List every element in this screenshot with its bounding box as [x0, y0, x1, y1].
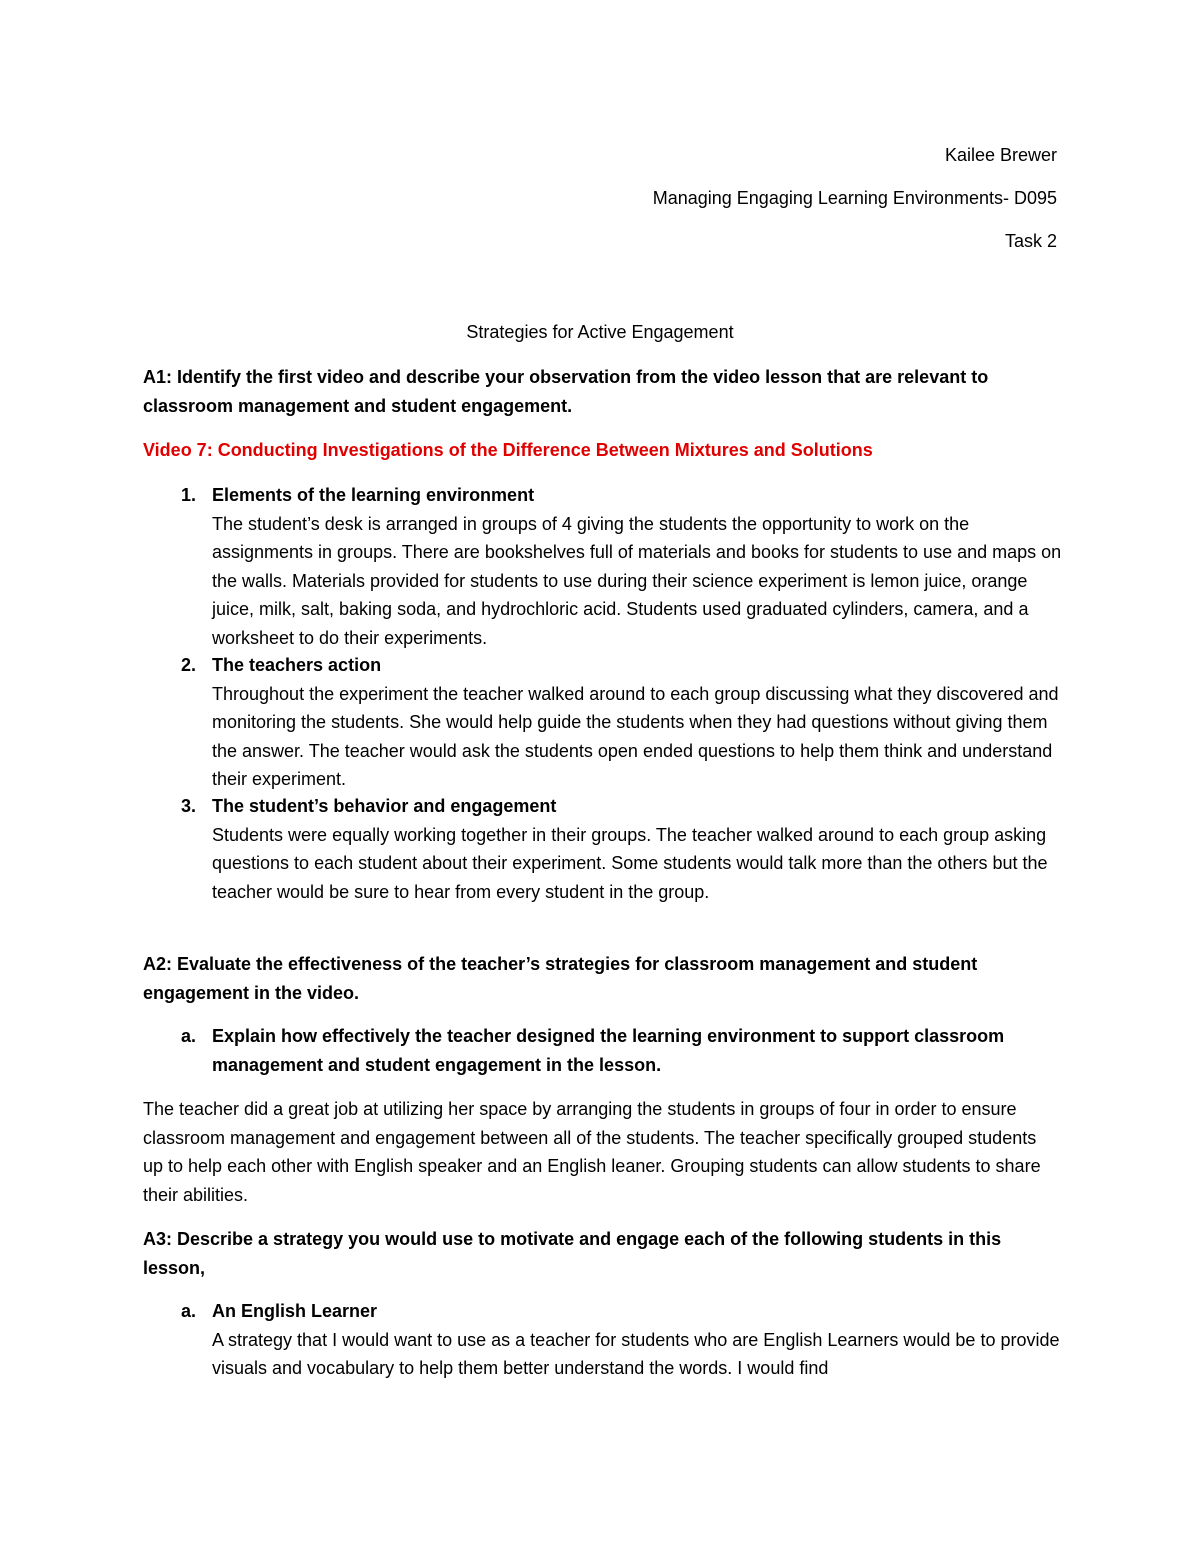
course-name: Managing Engaging Learning Environments- D095	[652, 188, 1057, 208]
a2-sub-letter: a.	[181, 1026, 197, 1046]
a2-answer: The teacher did a great job at utilizing her space by arranging the students in groups of four in order to ensure classroom management and engagement between all of the students. The teacher specifically grouped students up to help each other with English speaker and an English leaner. Grouping students can allow students to share their abilities.	[143, 1099, 1041, 1205]
a2-prompt: A2: Evaluate the effectiveness of the teacher’s strategies for classroom management and student engagement in the video.	[143, 954, 978, 1003]
item-1-heading: Elements of the learning environment	[212, 485, 535, 505]
item-3-heading: The student’s behavior and engagement	[212, 796, 557, 816]
item-1-number: 1.	[181, 485, 197, 505]
list-item-2	[212, 651, 1062, 794]
list-item-1	[212, 481, 1062, 652]
a3-sub-body: A strategy that I would want to use as a teacher for students who are English Learners would be to provide visuals and vocabulary to help them better understand the words. I would find	[212, 1329, 1060, 1378]
item-2-heading: The teachers action	[212, 655, 382, 675]
item-2-body: Throughout the experiment the teacher walked around to each group discussing what they discovered and monitoring the students. She would help guide the students when they had questions without giving them the answer. The teacher would ask the students open ended questions to help them think and understand their experiment.	[212, 683, 1059, 789]
item-2-number: 2.	[181, 655, 197, 675]
item-3-number: 3.	[181, 796, 197, 816]
a1-prompt: A1: Identify the first video and describe your observation from the video lesson that are relevant to classroom management and student engagement.	[143, 367, 989, 416]
item-1-body: The student’s desk is arranged in groups of 4 giving the students the opportunity to work on the assignments in groups. There are bookshelves full of materials and books for students to use and maps on the walls. Materials provided for students to use during their science experiment is lemon juice, orange juice, milk, salt, baking soda, and hydrochloric acid. Students used graduated cylinders, camera, and a worksheet to do their experiments.	[212, 513, 1062, 648]
document-title: Strategies for Active Engagement	[466, 322, 734, 342]
item-3-body: Students were equally working together in their groups. The teacher walked around to each group asking questions to each student about their experiment. Some students would talk more than the others but the teacher would be sure to hear from every student in the group.	[212, 824, 1048, 902]
a2-sub-prompt: Explain how effectively the teacher designed the learning environment to support classroom management and student engagement in the lesson.	[212, 1026, 1005, 1075]
a3-prompt: A3: Describe a strategy you would use to motivate and engage each of the following students in this lesson,	[143, 1229, 1002, 1278]
list-item-3	[212, 792, 1062, 906]
a3-sub-letter: a.	[181, 1301, 197, 1321]
video-title: Video 7: Conducting Investigations of the Difference Between Mixtures and Solutions	[143, 440, 873, 460]
a3-sub-item	[212, 1297, 1062, 1383]
task-label: Task 2	[1004, 231, 1057, 251]
author-name: Kailee Brewer	[944, 145, 1057, 165]
a3-sub-heading: An English Learner	[212, 1301, 378, 1321]
